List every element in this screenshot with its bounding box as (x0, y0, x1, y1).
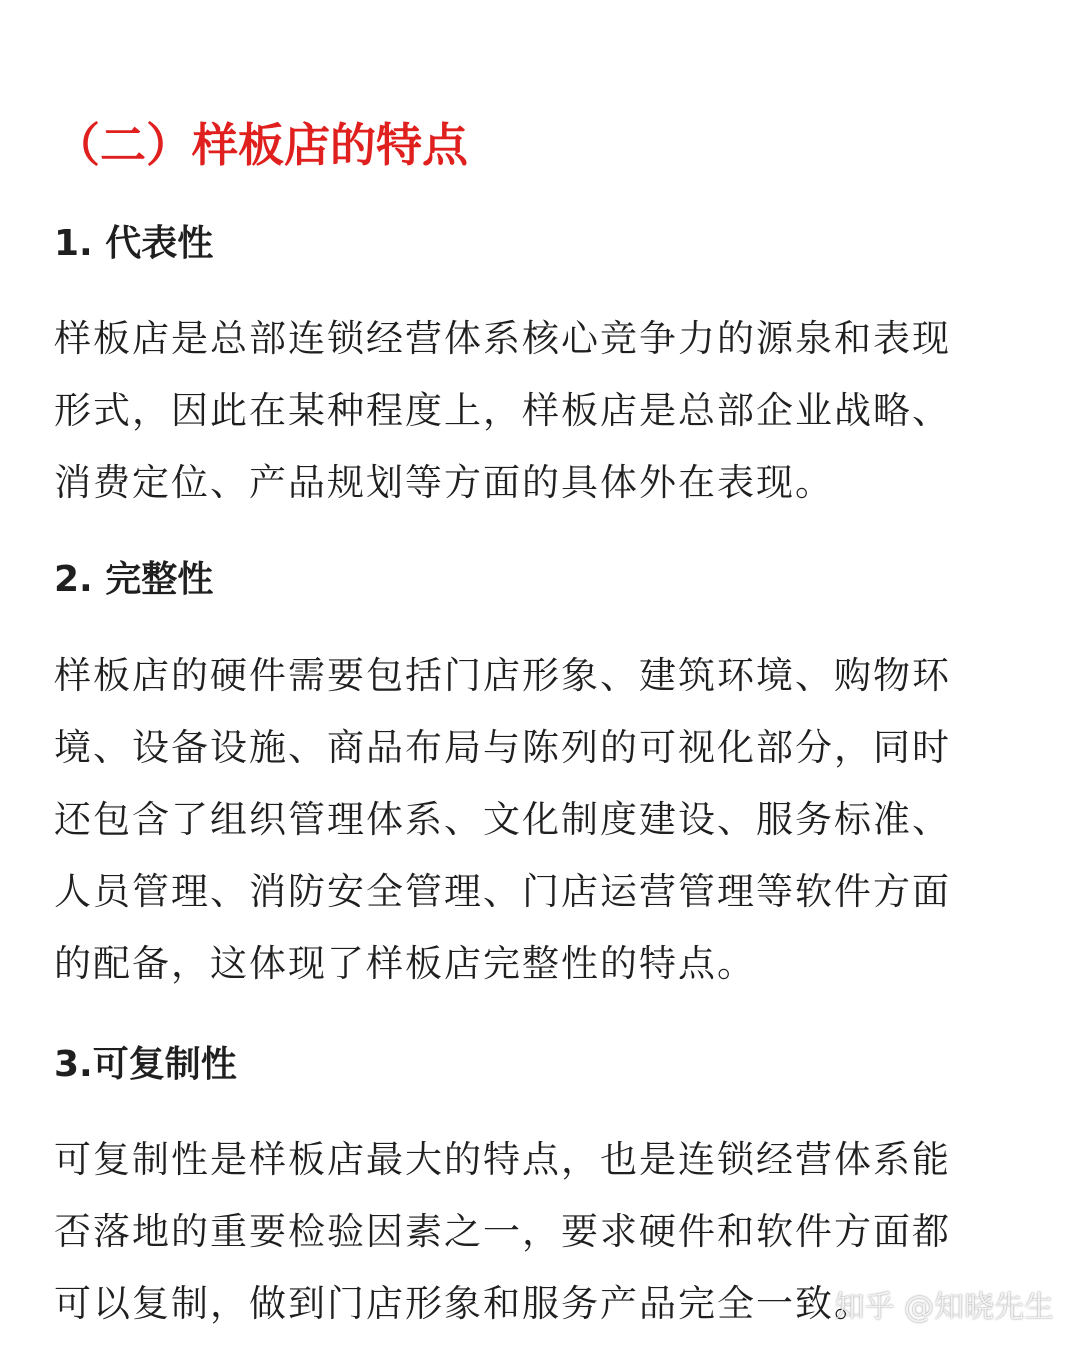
paragraph-line: 形式，因此在某种程度上，样板店是总部企业战略、 (54, 389, 951, 432)
paragraph-line: 样板店是总部连锁经营体系核心竞争力的源泉和表现 (54, 317, 951, 360)
section-title: （二）样板店的特点 (54, 118, 468, 172)
paragraph-representativeness (54, 303, 951, 519)
subheading-representativeness: 1. 代表性 (54, 223, 214, 264)
paragraph-line: 的配备，这体现了样板店完整性的特点。 (54, 942, 756, 985)
paragraph-line: 可以复制，做到门店形象和服务产品完全一致。 (54, 1282, 873, 1325)
zhihu-watermark: 知乎 @知晓先生 (834, 1290, 1054, 1325)
paragraph-line: 人员管理、消防安全管理、门店运营管理等软件方面 (54, 870, 951, 913)
paragraph-replicability (54, 1124, 951, 1340)
subheading-replicability: 3.可复制性 (54, 1044, 237, 1085)
paragraph-line: 样板店的硬件需要包括门店形象、建筑环境、购物环 (54, 654, 951, 697)
paragraph-line: 消费定位、产品规划等方面的具体外在表现。 (54, 461, 834, 504)
paragraph-line: 否落地的重要检验因素之一，要求硬件和软件方面都 (54, 1210, 951, 1253)
paragraph-line: 还包含了组织管理体系、文化制度建设、服务标准、 (54, 798, 951, 841)
paragraph-completeness (54, 640, 951, 1000)
subheading-completeness: 2. 完整性 (54, 559, 214, 600)
paragraph-line: 境、设备设施、商品布局与陈列的可视化部分，同时 (54, 726, 951, 769)
paragraph-line: 可复制性是样板店最大的特点，也是连锁经营体系能 (54, 1138, 951, 1181)
